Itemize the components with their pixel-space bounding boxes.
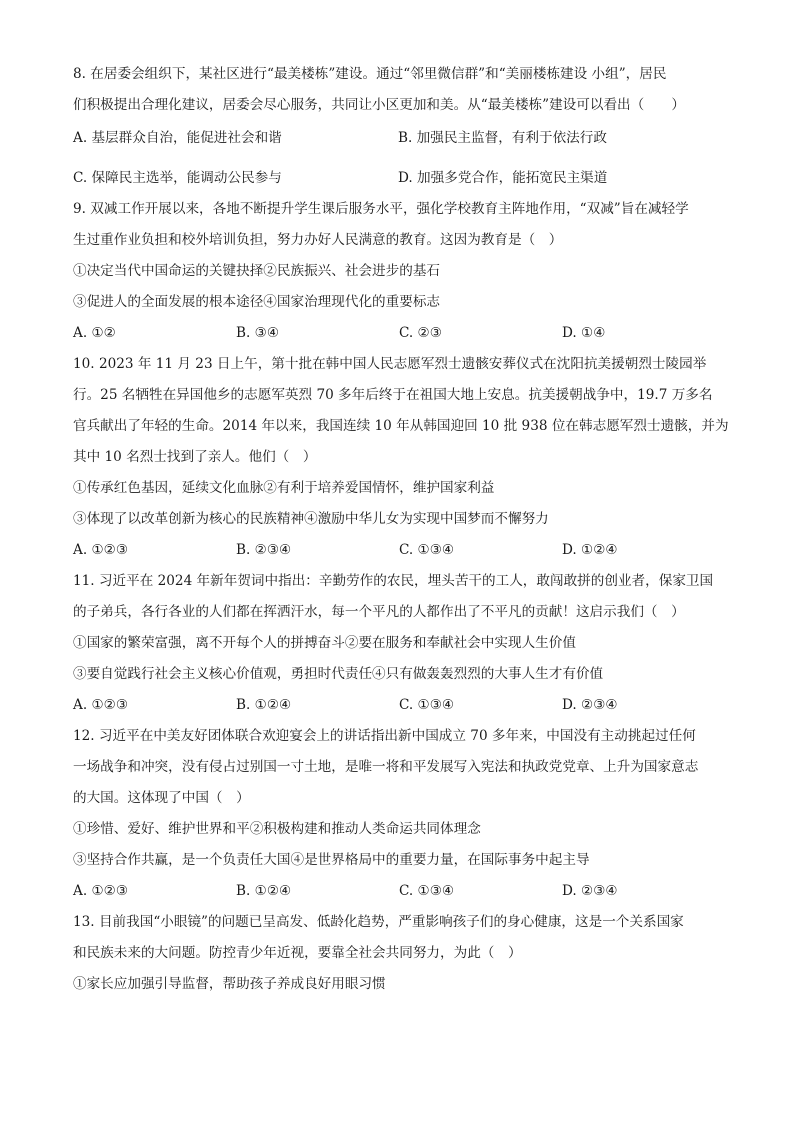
question-stem-line: 11. 习近平在 2024 年新年贺词中指出：辛勤劳作的农民，埋头苦干的工人，敢闯敢拼的创业者，保家卫国 [73, 573, 714, 589]
option-b[interactable]: B. ①②④ [236, 883, 292, 899]
option-c[interactable]: C. ①③④ [399, 883, 455, 899]
statement-line: ①珍惜、爱好、维护世界和平②积极构建和推动人类命运共同体理念 [73, 821, 481, 837]
question-stem-line: 官兵献出了年轻的生命。2014 年以来，我国连续 10 年从韩国迎回 10 批 938 位在韩志愿军烈士遗骸，并为 [73, 418, 729, 434]
option-b[interactable]: B. ③④ [236, 325, 280, 341]
statement-line: ③要自觉践行社会主义核心价值观，勇担时代责任④只有做轰轰烈烈的大事人生才有价值 [73, 666, 604, 682]
option-d[interactable]: D. ①④ [562, 325, 606, 341]
question-stem-line: 和民族未来的大问题。防控青少年近视，要靠全社会共同努力，为此（ ） [73, 945, 522, 961]
option-c[interactable]: C. ①③④ [399, 697, 455, 713]
question-stem-line: 们积极提出合理化建议，居委会尽心服务，共同让小区更加和美。从“最美楼栋”建设可以看出（ ） [73, 97, 686, 113]
statement-line: ①家长应加强引导监督，帮助孩子养成良好用眼习惯 [73, 976, 386, 992]
option-a[interactable]: A. ①②③ [73, 883, 129, 899]
statement-line: ①决定当代中国命运的关键抉择②民族振兴、社会进步的基石 [73, 263, 441, 279]
statement-line: ③体现了以改革创新为核心的民族精神④激励中华儿女为实现中国梦而不懈努力 [73, 511, 549, 527]
question-13 [73, 912, 733, 994]
option-a[interactable]: A. ①②③ [73, 697, 129, 713]
question-stem-line: 9. 双减工作开展以来，各地不断提升学生课后服务水平，强化学校教育主阵地作用，“双减”旨在减轻学 [73, 201, 689, 217]
question-stem-line: 行。25 名牺牲在异国他乡的志愿军英烈 70 多年后终于在祖国大地上安息。抗美援朝战争中，19.7 万多名 [73, 387, 713, 403]
question-stem-line: 8. 在居委会组织下，某社区进行“最美楼栋”建设。通过“邻里微信群”和“美丽楼栋建设 小组”，居民 [73, 66, 667, 82]
option-a[interactable]: A. ①② [73, 325, 116, 341]
question-stem-line: 12. 习近平在中美友好团体联合欢迎宴会上的讲话指出新中国成立 70 多年来，中国没有主动挑起过任何 [73, 728, 696, 744]
options-row [73, 128, 733, 148]
option-a[interactable]: A. 基层群众自治，能促进社会和谐 [73, 130, 282, 146]
options-row [73, 323, 733, 343]
options-row [73, 695, 733, 715]
question-12 [73, 726, 733, 901]
statement-line: ①国家的繁荣富强，离不开每个人的拼搏奋斗②要在服务和奉献社会中实现人生价值 [73, 635, 576, 651]
option-b[interactable]: B. 加强民主监督，有利于依法行政 [398, 130, 607, 146]
option-d[interactable]: D. ②③④ [562, 883, 618, 899]
option-d[interactable]: D. ①②④ [562, 542, 618, 558]
statement-line: ③促进人的全面发展的根本途径④国家治理现代化的重要标志 [73, 294, 441, 310]
question-stem-line: 10. 2023 年 11 月 23 日上午，第十批在韩中国人民志愿军烈士遗骸安葬仪式在沈阳抗美援朝烈士陵园举 [73, 356, 707, 372]
option-c[interactable]: C. 保障民主选举，能调动公民参与 [73, 170, 282, 186]
option-b[interactable]: B. ①②④ [236, 697, 292, 713]
question-stem-line: 13. 目前我国“小眼镜”的问题已呈高发、低龄化趋势，严重影响孩子们的身心健康，这是一个关系国家 [73, 914, 684, 930]
options-row [73, 540, 733, 560]
question-stem-line: 其中 10 名烈士找到了亲人。他们（ ） [73, 449, 317, 465]
option-c[interactable]: C. ①③④ [399, 542, 455, 558]
question-stem-line: 生过重作业负担和校外培训负担，努力办好人民满意的教育。这因为教育是（ ） [73, 232, 563, 248]
option-d[interactable]: D. ②③④ [562, 697, 618, 713]
question-list [73, 64, 733, 1005]
question-stem-line: 的大国。这体现了中国（ ） [73, 790, 250, 806]
option-a[interactable]: A. ①②③ [73, 542, 129, 558]
question-10 [73, 354, 733, 560]
question-9 [73, 199, 733, 343]
statement-line: ①传承红色基因，延续文化血脉②有利于培养爱国情怀，维护国家利益 [73, 480, 495, 496]
question-11 [73, 571, 733, 715]
option-d[interactable]: D. 加强多党合作，能拓宽民主渠道 [398, 170, 608, 186]
question-stem-line: 一场战争和冲突，没有侵占过别国一寸土地，是唯一将和平发展写入宪法和执政党党章、上升为国家意志 [73, 759, 699, 775]
question-stem-line: 的子弟兵，各行各业的人们都在挥洒汗水，每一个平凡的人都作出了不平凡的贡献！这启示我们（ ） [73, 604, 685, 620]
options-row [73, 168, 733, 188]
statement-line: ③坚持合作共赢，是一个负责任大国④是世界格局中的重要力量，在国际事务中起主导 [73, 852, 590, 868]
option-b[interactable]: B. ②③④ [236, 542, 292, 558]
option-c[interactable]: C. ②③ [399, 325, 442, 341]
options-row [73, 881, 733, 901]
question-8 [73, 64, 733, 188]
